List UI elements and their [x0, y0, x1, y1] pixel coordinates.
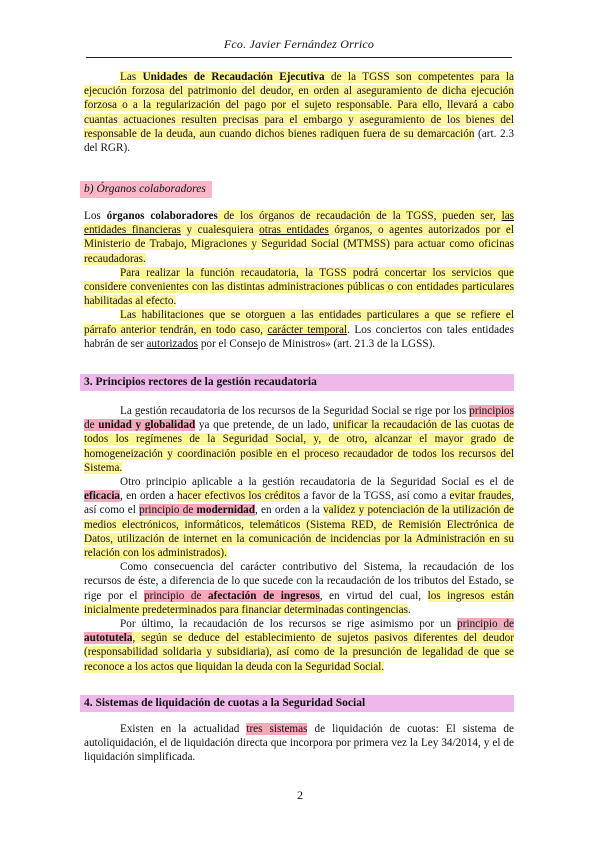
s3-p3-text-6: .	[407, 603, 411, 616]
s3-p3-text-1: Como consecuencia del carácter contributivo del Sistema, la recaudación de los recursos de éste, a diferencia de lo que sucede con la recaudación de los tributos del Estado, se rige por el	[84, 561, 514, 602]
s3-p1-principle-label: principios de	[84, 405, 514, 432]
section-b-paragraph-1	[84, 209, 514, 266]
section-3-paragraph-2	[84, 475, 514, 560]
b-p1-text-7: órganos, o agentes autorizados por el Ministerio de Trabajo, Migraciones y Seguridad Social (MTMSS) para actuar como oficinas recaudadoras.	[84, 224, 514, 265]
s3-p2-text-10: , en orden a la	[254, 504, 324, 517]
s3-p2-bold-term-1: eficacia	[84, 490, 121, 503]
s3-p2-bold-term-2: modernidad	[196, 504, 255, 517]
intro-text-5: para el embargo y aseguramiento de los bienes del responsable de la deuda, aun cuando dichos bienes radiquen fuera de su demarcación	[84, 113, 514, 140]
s3-p2-text-3: , en orden a	[120, 490, 178, 503]
s3-p2-text-5: a favor de la TGSS, así como a	[300, 490, 450, 503]
b-p3-underlined-2: autorizados	[146, 337, 199, 350]
intro-bold-term: Unidades de Recaudación Ejecutiva	[142, 71, 325, 83]
b-p3-text-3: . Los conciertos con tales entidades habrán de ser	[84, 323, 514, 350]
b-p3-text-1: Las habilitaciones que se otorguen a las entidades particulares a que se refiere el párrafo anterior tendrán, en todo caso,	[84, 309, 514, 336]
b-p1-underlined-1: las entidades financieras	[84, 210, 515, 237]
s3-p3-highlight: los ingresos están inicialmente predeterminados para financiar determinadas contingencias	[84, 589, 514, 616]
page-number: 2	[297, 788, 303, 802]
section-3-paragraph-3	[84, 560, 514, 617]
section-4-heading: 4. Sistemas de liquidación de cuotas a la Seguridad Social	[80, 695, 514, 712]
section-3-body	[84, 404, 514, 674]
section-b-heading: b) Órganos colaboradores	[80, 181, 212, 198]
s3-p1-text-1: La gestión recaudatoria de los recursos de la Seguridad Social se rige por los	[120, 405, 470, 417]
s3-p1-bold-term: unidad y globalidad	[98, 419, 196, 432]
intro-citation: (art. 2.3 del RGR).	[84, 127, 514, 155]
s4-p1-text-3: de liquidación de cuotas: El sistema de autoliquidación, el de liquidación directa que incorpora por primera vez la Ley 34/2014, y el de liquidación simplificada.	[84, 723, 514, 764]
page-header-author: Fco. Javier Fernández Orrico	[86, 37, 512, 58]
section-b-paragraph-2	[84, 266, 514, 309]
section-4-body	[84, 722, 514, 765]
s3-p2-principle-label: principio de	[139, 504, 197, 517]
intro-text-1: Las	[120, 71, 143, 83]
b-p1-bold-term: órganos colaboradores	[106, 210, 218, 222]
intro-highlight: cuantas actuaciones resulten precisas	[84, 113, 259, 126]
b-p1-text-5: y cualesquiera	[180, 224, 260, 237]
s3-p4-principle-label: principio de	[457, 618, 514, 631]
b-p1-text-3: de los órganos de recaudación de la TGSS, pueden ser,	[217, 210, 502, 222]
s3-p2-highlight-3: validez y potenciación de la utilización de medios electrónicos, informáticos, telemáticos (Sistema RED, de Remisión Electrónica de Datos, utilización de internet en la comunicación de incidencias por la Administración en su relación con los administrados).	[84, 504, 515, 560]
s3-p3-bold-term: afectación de ingresos	[208, 589, 320, 602]
b-p2-text: Para realizar la función recaudatoria, la TGSS podrá concertar los servicios que considere convenientes con las distintas administraciones públicas o con entidades particulares habilitadas al efecto.	[84, 266, 514, 308]
s4-p1-highlight: tres sistemas	[246, 723, 308, 735]
b-p1-text-1: Los	[84, 210, 107, 222]
s3-p4-bold-term: autotutela	[84, 632, 133, 645]
section-b-paragraph-3	[84, 308, 514, 351]
s3-p4-highlight: , según se deduce del establecimiento de sujetos pasivos diferentes del deudor (responsabilidad solidaria y subsidiaria), así como de la presunción de legalidad de que se reconoce a los actos que liquidan la deuda con la Seguridad Social.	[84, 632, 514, 673]
section-b-body	[84, 209, 514, 351]
s3-p2-highlight-1: hacer efectivos los créditos	[177, 490, 301, 503]
s3-p3-text-4: , en virtud del cual,	[319, 589, 428, 602]
section-3-heading: 3. Principios rectores de la gestión recaudatoria	[80, 374, 514, 391]
section-3-paragraph-4	[84, 617, 514, 674]
intro-paragraph	[84, 70, 514, 155]
s3-p3-principle-label: principio de	[144, 589, 209, 602]
s3-p4-text-1: Por último, la recaudación de los recursos se rige asimismo por un	[120, 618, 458, 631]
intro-text-3: de la TGSS son competentes para la ejecución forzosa del patrimonio del deudor, en orden al aseguramiento de dicha ejecución forzosa o a la regularización del pago por el sujeto responsable. Para ello, llevará a cabo	[84, 71, 514, 112]
s3-p2-text-7: , así como el	[84, 490, 515, 517]
s3-p1-highlight: unificar la recaudación de las cuotas de todos los regímenes de la Seguridad Social, y, de otro, alcanzar el mayor grado de homogeneización y coordinación posible en el proceso recaudador de todos los recursos del Sistema.	[84, 419, 514, 474]
b-p1-underlined-2: otras entidades	[259, 224, 329, 237]
section-3-paragraph-1	[84, 404, 514, 475]
b-p3-text-5: por el Consejo de Ministros» (art. 21.3 de la LGSS).	[198, 337, 436, 350]
s4-p1-text-1: Existen en la actualidad	[120, 723, 247, 735]
s3-p2-text-1: Otro principio aplicable a la gestión recaudatoria de la Seguridad Social es el de	[120, 476, 514, 489]
intro-paragraph-block	[84, 70, 514, 155]
section-4-paragraph-1	[84, 722, 514, 765]
b-p3-underlined-1: carácter temporal	[267, 323, 348, 336]
s3-p1-text-4: ya que pretende, de un lado,	[195, 419, 333, 432]
s3-p2-highlight-2: evitar fraudes	[449, 490, 512, 503]
